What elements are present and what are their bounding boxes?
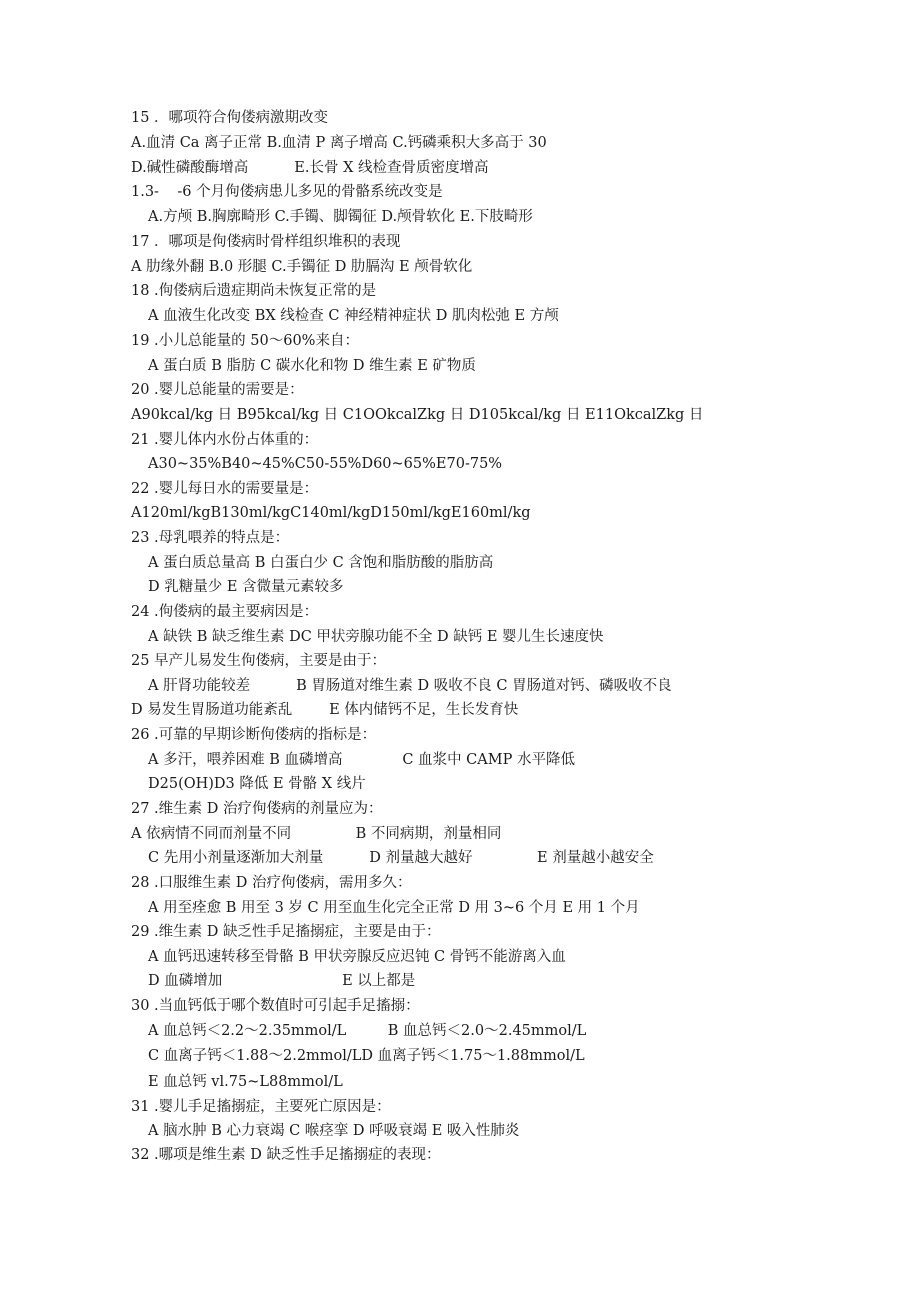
options-27-a: A 依病情不同而剂量不同 B 不同病期，剂量相同 <box>131 826 502 842</box>
question-23: 23 .母乳喂养的特点是： <box>131 530 290 546</box>
options-31: A 脑水肿 B 心力衰竭 C 喉痉挛 D 呼吸衰竭 E 吸入性肺炎 <box>148 1123 520 1139</box>
options-27-b: C 先用小剂量逐渐加大剂量 D 剂量越大越好 E 剂量越小越安全 <box>148 850 654 866</box>
question-26: 26 .可靠的早期诊断佝偻病的指标是： <box>131 727 377 743</box>
options-28: A 用至痊愈 B 用至 3 岁 C 用至血生化完全正常 D 用 3~6 个月 E 用 1 个月 <box>148 900 640 916</box>
options-22: A120ml/kgB130ml/kgC140ml/kgD150ml/kgE160ml/kg <box>131 505 531 521</box>
options-26-b: D25(OH)D3 降低 E 骨骼 X 线片 <box>148 776 366 792</box>
question-22: 22 .婴儿每日水的需要量是： <box>131 481 319 497</box>
options-17: A 肋缘外翻 B.0 形腿 C.手镯征 D 肋膈沟 E 颅骨软化 <box>131 259 473 275</box>
options-30-a: A 血总钙＜2.2～2.35mmol/L B 血总钙＜2.0～2.45mmol/L <box>148 1023 587 1039</box>
options-18: A 血液生化改变 BX 线检查 C 神经精神症状 D 肌肉松弛 E 方颅 <box>148 308 559 324</box>
options-24: A 缺铁 B 缺乏维生素 DC 甲状旁腺功能不全 D 缺钙 E 婴儿生长速度快 <box>148 629 604 645</box>
options-20: A90kcal/kg 日 B95kcal/kg 日 C1OOkcalZkg 日 D105kcal/kg 日 E11OkcalZkg 日 <box>131 407 704 423</box>
question-17: 17 ．哪项是佝偻病时骨样组织堆积的表现 <box>131 234 401 250</box>
question-32: 32 .哪项是维生素 D 缺乏性手足搐搦症的表现： <box>131 1147 441 1163</box>
options-23-a: A 蛋白质总量高 B 白蛋白少 C 含饱和脂肪酸的脂肪高 <box>148 555 494 571</box>
options-23-b: D 乳糖量少 E 含微量元素较多 <box>148 579 344 595</box>
question-31: 31 .婴儿手足搐搦症，主要死亡原因是： <box>131 1099 391 1115</box>
question-25: 25 早产儿易发生佝偻病，主要是由于： <box>131 653 387 669</box>
options-21: A30~35%B40~45%C50-55%D60~65%E70-75% <box>148 456 503 472</box>
options-15-b: D.碱性磷酸酶增高 E.长骨 X 线检查骨质密度增高 <box>131 160 489 176</box>
options-29-b: D 血磷增加 E 以上都是 <box>148 973 416 989</box>
options-25-a: A 肝肾功能较差 B 胃肠道对维生素 D 吸收不良 C 胃肠道对钙、磷吸收不良 <box>148 678 672 694</box>
options-30-c: E 血总钙 vl.75~L88mmol/L <box>148 1074 343 1090</box>
options-15-a: A.血清 Ca 离子正常 B.血清 P 离子增高 C.钙磷乘积大多高于 30 <box>131 135 547 151</box>
options-25-b: D 易发生胃肠道功能紊乱 E 体内储钙不足，生长发育快 <box>131 702 519 718</box>
question-19: 19 .小儿总能量的 50～60%来自： <box>131 333 359 349</box>
question-21: 21 .婴儿体内水份占体重的： <box>131 432 319 448</box>
question-28: 28 .口服维生素 D 治疗佝偻病，需用多久： <box>131 875 412 891</box>
question-18: 18 .佝偻病后遗症期尚未恢复正常的是 <box>131 283 377 299</box>
options-19: A 蛋白质 B 脂肪 C 碳水化和物 D 维生素 E 矿物质 <box>148 358 476 374</box>
question-27: 27 .维生素 D 治疗佝偻病的剂量应为： <box>131 801 383 817</box>
question-20: 20 .婴儿总能量的需要是： <box>131 382 304 398</box>
options-30-b: C 血离子钙＜1.88～2.2mmol/LD 血离子钙＜1.75～1.88mmol/L <box>148 1048 585 1064</box>
question-16: 1.3- -6 个月佝偻病患儿多见的骨骼系统改变是 <box>131 184 443 200</box>
question-30: 30 .当血钙低于哪个数值时可引起手足搐搦： <box>131 998 420 1014</box>
options-29-a: A 血钙迅速转移至骨骼 B 甲状旁腺反应迟钝 C 骨钙不能游离入血 <box>148 949 566 965</box>
question-15: 15 ．哪项符合佝偻病激期改变 <box>131 110 329 126</box>
options-26-a: A 多汗，喂养困难 B 血磷增高 C 血浆中 CAMP 水平降低 <box>148 752 575 768</box>
options-16: A.方颅 B.胸廓畸形 C.手镯、脚镯征 D.颅骨软化 E.下肢畸形 <box>148 209 533 225</box>
question-29: 29 .维生素 D 缺乏性手足搐搦症，主要是由于： <box>131 924 441 940</box>
question-24: 24 .佝偻病的最主要病因是： <box>131 604 319 620</box>
